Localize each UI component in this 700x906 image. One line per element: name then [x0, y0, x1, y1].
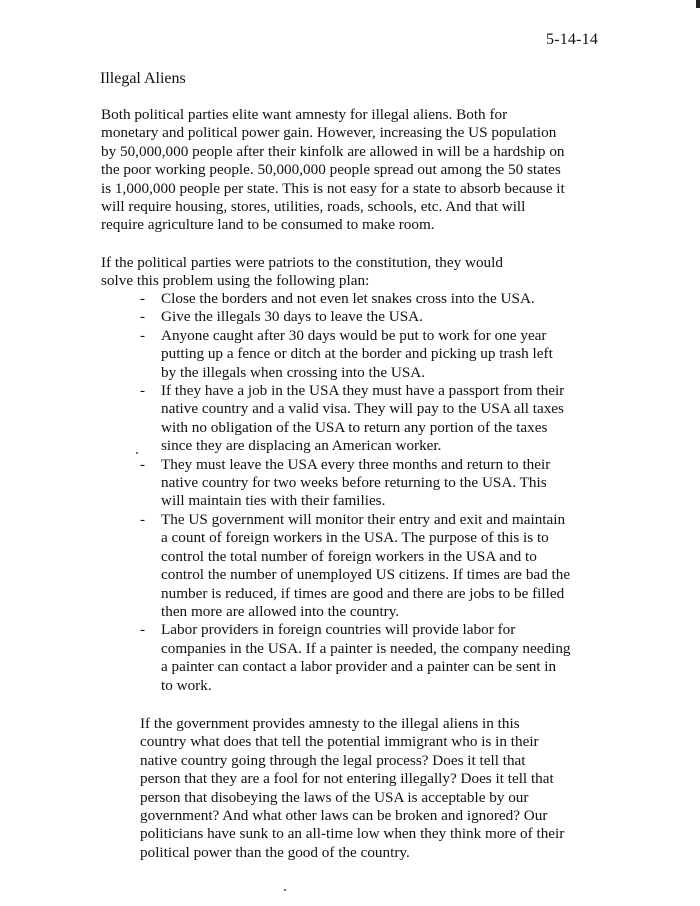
paragraph-amnesty-consequences: If the government provides amnesty to the illegal aliens in this country what does that tell the potential immigrant who is in their native country going through the legal process? Does it tell that person that they are a fool for not entering illegally? Does it tell that person that disobeying the laws of the USA is acceptable by our government? And what other laws can be broken and ignored? Our politicians have sunk to an all-time low when they think more of their political power than the good of the country.: [140, 715, 565, 861]
bullet-dash: -: [140, 326, 146, 344]
plan-item-text: They must leave the USA every three months and return to their native country for two weeks before returning to the USA. This will maintain ties with their families.: [161, 455, 551, 510]
scan-edge-mark: [696, 0, 700, 8]
plan-item: [140, 382, 571, 456]
plan-item: [140, 290, 571, 308]
plan-item: [140, 456, 571, 511]
paragraph-plan-intro: If the political parties were patriots to the constitution, they would solve this problem using the following plan:: [101, 254, 503, 290]
plan-list: [140, 290, 571, 695]
plan-item: [140, 327, 571, 382]
bullet-dash: -: [140, 621, 146, 639]
plan-item-text: Labor providers in foreign countries will provide labor for companies in the USA. If a painter is needed, the company needing a painter can contact a labor provider and a painter can be sent in to work.: [161, 621, 571, 694]
bullet-dash: -: [140, 510, 146, 528]
plan-item-text: If they have a job in the USA they must have a passport from their native country and a valid visa. They will pay to the USA all taxes with no obligation of the USA to return any portion of the taxes since they are displacing an American worker.: [161, 382, 565, 455]
bullet-dash: -: [140, 308, 146, 326]
plan-item: [140, 511, 571, 621]
scan-speck: [284, 889, 286, 891]
document-title: Illegal Aliens: [100, 70, 186, 87]
bullet-dash: -: [140, 455, 146, 473]
plan-item-text: Give the illegals 30 days to leave the USA.: [161, 308, 423, 326]
bullet-dash: -: [140, 290, 146, 307]
scan-speck: [136, 452, 138, 454]
document-date: 5-14-14: [546, 31, 599, 48]
plan-item-text: Close the borders and not even let snakes cross into the USA.: [161, 290, 535, 307]
paragraph-amnesty-intro: Both political parties elite want amnesty for illegal aliens. Both for monetary and political power gain. However, increasing the US population by 50,000,000 people after their kinfolk are allowed in will be a hardship on the poor working people. 50,000,000 people spread out among the 50 states is 1,000,000 people per state. This is not easy for a state to absorb because it will require housing, stores, utilities, roads, schools, etc. And that will require agriculture land to be consumed to make room.: [101, 106, 565, 234]
plan-item: [140, 621, 571, 695]
plan-item-text: Anyone caught after 30 days would be put to work for one year putting up a fence or ditch at the border and picking up trash left by the illegals when crossing into the USA.: [161, 326, 553, 381]
bullet-dash: -: [140, 382, 146, 400]
plan-item: [140, 308, 571, 326]
plan-item-text: The US government will monitor their entry and exit and maintain a count of foreign workers in the USA. The purpose of this is to control the total number of foreign workers in the USA and to control the number of unemployed US citizens. If times are bad the number is reduced, if times are good and there are jobs to be filled then more are allowed into the country.: [161, 510, 571, 620]
